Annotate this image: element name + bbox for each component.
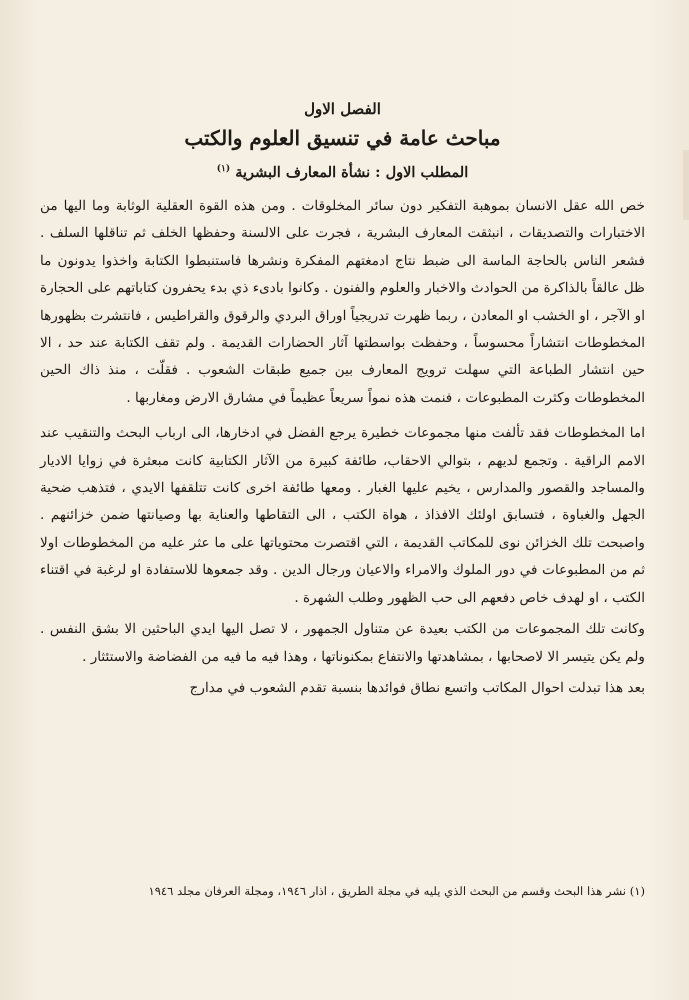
footnote: (١) نشر هذا البحث وقسم من البحث الذي يليه في مجلة الطريق ، اذار ١٩٤٦، ومجلة العرفان مجلد ١٩٤٦ [148,884,645,898]
chapter-heading: الفصل الاول [304,100,381,118]
chapter-title: مباحث عامة في تنسيق العلوم والكتب [184,126,501,150]
paragraph-2: اما المخطوطات فقد تألفت منها مجموعات خطيرة يرجع الفضل في ادخارها، الى ارباب البحث والتنقيب عند الامم الراقية . وتجمع لديهم ، بتوالي الاحقاب، طائفة كبيرة من الآثار الكتابية كانت مبعثرة في زوايا الاديار والمساجد والقصور والمدارس ، يخيم عليها الغبار . ومعها طائفة اخرى كانت تتلقفها الايدي ، فتذهب ضحية الجهل والغباوة ، فتسابق اولئك الافذاذ ، هواة الكتب ، الى التقاطها والعناية بها وصيانتها ضمن خزائنهم . واصبحت تلك الخزائن نوى للمكاتب القديمة ، التي اقتصرت محتوياتها على ما عثر عليه من المخطوطات اولا ثم من المطبوعات في دور الملوك والامراء والاعيان ورجال الدين . وقد جمعوها للاستفادة او لرغبة في اقتناء الكتب ، او لهدف خاص دفعهم الى حب الظهور وطلب الشهرة . [40,425,645,606]
paragraph-4: بعد هذا تبدلت احوال المكاتب واتسع نطاق فوائدها بنسبة تقدم الشعوب في مدارج [189,679,645,696]
paragraph-3: وكانت تلك المجموعات من الكتب بعيدة عن متناول الجمهور ، لا تصل اليها ايدي الباحثين الا بشق النفس . ولم يكن يتيسر الا لاصحابها ، بمشاهدتها والانتفاع بمكنوناتها ، وهذا فيه ما فيه من الفضاضة والاستئثار . [40,621,645,665]
section-heading [40,164,645,181]
section-heading-text: المطلب الاول : نشأة المعارف البشرية [235,164,469,181]
page-body [40,100,645,702]
page-edge-shadow [683,150,689,220]
paragraph-1: خص الله عقل الانسان بموهبة التفكير دون سائر المخلوقات . ومن هذه القوة العقلية الوثابة وما اليها من الاختبارات والتصديقات ، انبثقت المعارف البشرية ، فجرت على الالسنة وحفظها الخلف ثم تناقلها السلف . فشعر الناس بالحاجة الماسة الى ضبط نتاج ادمغتهم المفكرة ونشرها فاستنبطوا الكتابة واخذوا يدونون ما ظل عالقاً بالذاكرة من الحوادث والاخبار والعلوم والفنون . وكانوا بادىء ذي بدء يحفرون كتاباتهم على الحجارة او الآجر ، او الخشب او المعادن ، ربما ظهرت تدريجياً اوراق البردي والرقوق والقراطيس ، فانتشرت بظهورها المخطوطات انتشاراً محسوساً ، وحفظت بواسطتها آثار الحضارات القديمة . ولم تقف الكتابة عند حد ، الا حين انتشار الطباعة التي سهلت ترويج المعارف بين جميع طبقات الشعوب . فقلّت ، منذ ذاك الحين المخطوطات وكثرت المطبوعات ، فنمت هذه نمواً سريعاً عظيماً في مشارق الارض ومغاربها . [40,198,645,406]
section-footnote-marker: (١) [216,164,231,175]
